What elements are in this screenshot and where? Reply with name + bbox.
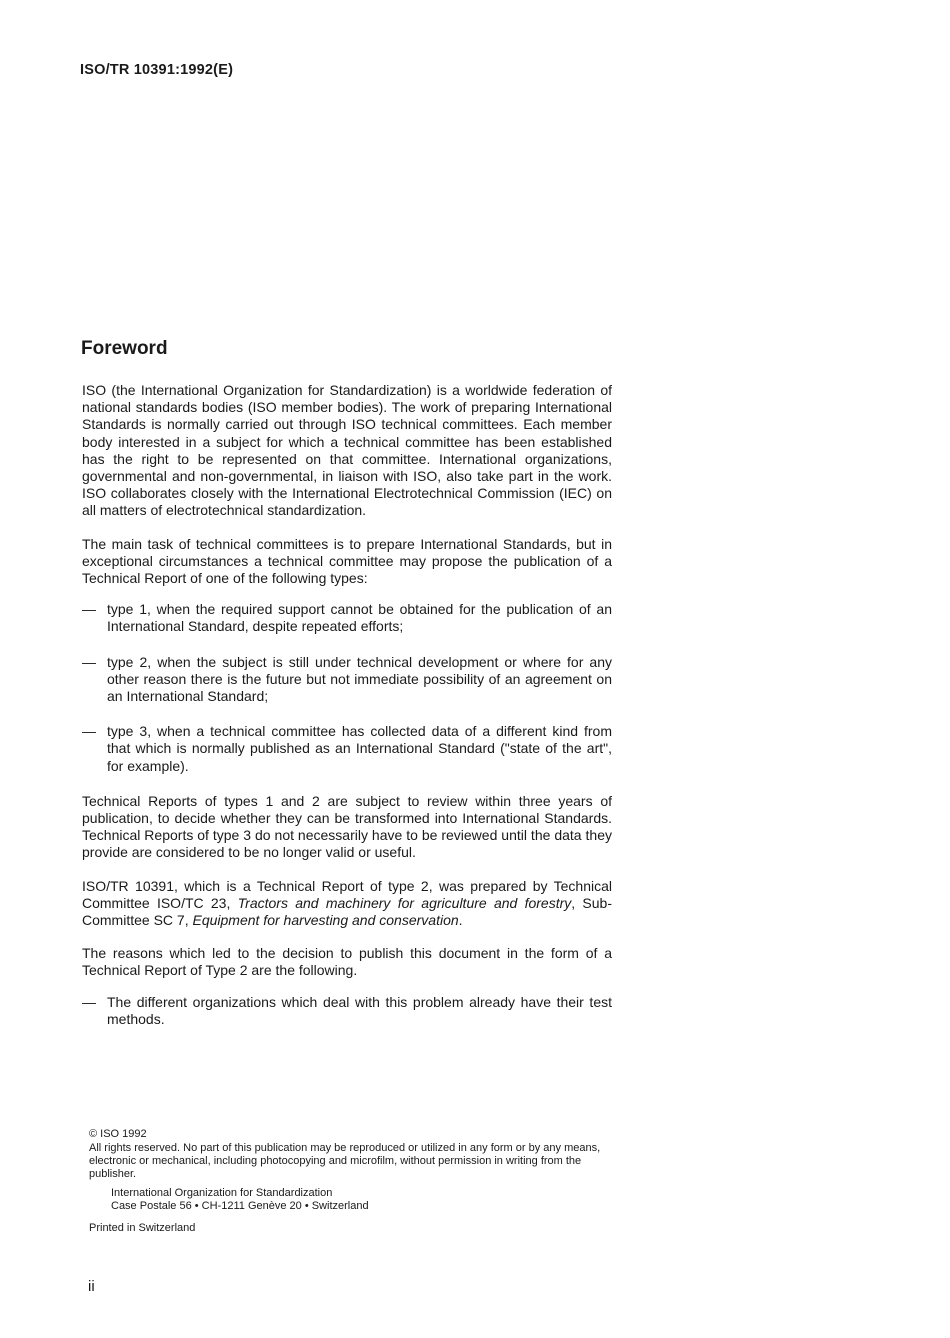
prepared-by-text: , Sub-Committee SC 7, [82,894,613,929]
foreword-paragraph-main-task: The main task of technical committees is to prepare International Standards, but in exceptional circumstances a technical committee may propose the publication of a Technical Report of one of the following types: [82,535,612,587]
rights-statement: All rights reserved. No part of this publication may be reproduced or utilized in any form or by any means, electronic or mechanical, including photocopying and microfilm, without permission in writing from the publisher. [89,1142,601,1180]
list-item-text: type 3, when a technical committee has collected data of a different kind from that which is normally published as an International Standard ("state of the art", for example). [107,723,612,774]
copyright-block [89,1128,629,1235]
page-number: ii [88,1278,95,1295]
document-identifier: ISO/TR 10391:1992(E) [80,62,234,78]
foreword-paragraph-prepared-by [82,878,612,930]
list-item-text: type 1, when the required support cannot be obtained for the publication of an International Standard, despite repeated efforts; [107,601,612,635]
foreword-heading: Foreword [81,338,168,359]
list-item-text: type 2, when the subject is still under technical development or where for any other reason there is the future but not immediate possibility of an agreement on an International Standard; [107,653,612,705]
list-item [82,654,612,706]
list-dash: — [82,601,96,618]
organization-name: International Organization for Standardization [111,1187,333,1199]
list-item [82,723,612,775]
organization-address: Case Postale 56 • CH-1211 Genève 20 • Switzerland [111,1200,369,1212]
printed-location: Printed in Switzerland [89,1222,196,1234]
list-dash: — [82,993,96,1010]
list-dash: — [82,723,96,740]
foreword-paragraph-iso: ISO (the International Organization for Standardization) is a worldwide federation of national standards bodies (ISO member bodies). The work of preparing International Standards is normally carried out through ISO technical committees. Each member body interested in a subject for which a technical committee has been established has the right to be represented on that committee. International organizations, governmental and non-governmental, in liaison with ISO, also take part in the work. ISO collaborates closely with the International Electrotechnical Commission (IEC) on all matters of electrotechnical standardization. [82,382,612,519]
foreword-body [82,382,612,1046]
list-item [82,601,612,635]
report-types-list [82,601,612,775]
prepared-by-text: ISO/TR 10391, which is a Technical Report of type 2, was prepared by Technical Committee ISO/TC 23, [82,877,612,911]
reasons-list [82,994,612,1028]
foreword-paragraph-review: Technical Reports of types 1 and 2 are subject to review within three years of publication, to decide whether they can be transformed into International Standards. Technical Reports of type 3 do not necessarily have to be reviewed until the data they provide are considered to be no longer valid or useful. [82,792,612,861]
list-item [82,994,612,1028]
list-item-text: The different organizations which deal with this problem already have their test methods. [107,993,612,1027]
copyright-notice: © ISO 1992 [89,1128,147,1140]
committee-title: Tractors and machinery for agriculture and forestry [237,894,572,911]
foreword-paragraph-reasons: The reasons which led to the decision to publish this document in the form of a Technical Report of Type 2 are the following. [82,945,612,979]
subcommittee-title: Equipment for harvesting and conservation [192,912,459,929]
prepared-by-text: . [458,912,463,929]
list-dash: — [82,653,96,670]
